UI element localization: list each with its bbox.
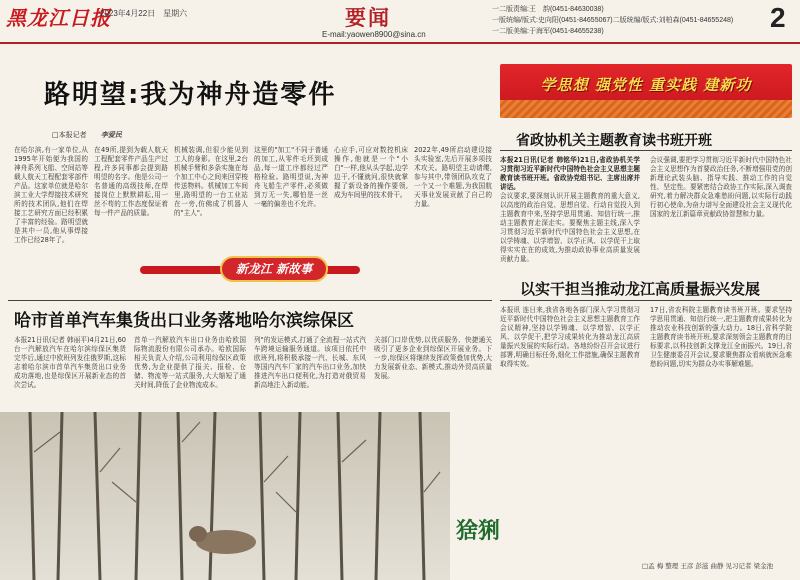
right-column-1 (500, 156, 640, 272)
lead-headline: 路明望:我为神舟造零件 (44, 80, 337, 110)
right-divider (500, 300, 792, 301)
right-headline-2: 以实干担当推动龙江高质量振兴发展 (520, 280, 761, 298)
byline-prefix: □本报记者 (52, 131, 87, 139)
right-column-3: 本报讯 连日来,我省各地各部门深入学习贯彻习近平新时代中国特色社会主义思想主题教育工作会议精神,坚持以学铸魂、以学增智、以学正风、以学促干,把学习成果转化为推动龙江高质量振兴发展的实际行动。各地纷纷召开会议进行部署,明确目标任务,细化工作措施,确保主题教育取得实效。 (500, 306, 640, 368)
right-divider (500, 150, 792, 151)
right-column-2: 会议强调,要把学习贯彻习近平新时代中国特色社会主义思想作为首要政治任务,不断增强用党的创新理论武装头脑、指导实践、推动工作的自觉性、坚定性。要紧密结合政协工作实际,深入调查研究,着力解决群众急难愁盼问题,以实际行动践行初心使命,为奋力谱写全面建设社会主义现代化国家的龙江新篇章贡献政协智慧和力量。 (650, 156, 792, 218)
second-column-3: 列"的发运模式,打通了全流程一站式汽车跨境运输服务通道。该项目依托中欧班列,将积极承接一汽、长城、东风等国内汽车厂家的汽车出口业务,加快推进汽车出口便利化,为打造对俄贸易新高地注入新动能。 (254, 336, 366, 389)
lead-column-2: 在49所,提到为载人航天工程配套零件产品生产过程,许多同事都会提到路明望的名字。他是公司一名普通的高级技师,在焊接岗位上默默耕耘,用一丝不苟的工作态度保证着每一件产品的质量。 (94, 146, 168, 217)
dateline: 2023年4月22日 星期六 (100, 9, 188, 18)
new-story-banner (140, 256, 360, 284)
right-credit: □孟 梅 整理 王彦 彭滋 曲静 见习记者 梁金池 (642, 562, 774, 570)
masthead (0, 0, 800, 44)
editor-line: 一二版美编:于海军(0451-84655238) (492, 28, 604, 35)
lead-column-6: 2022年,49所启动建设接头实验室,先后开展多项技术攻关。路明望主动请缨,参与其中,带领团队攻克了一个又一个难题,为我国航天事业发展贡献了自己的力量。 (414, 146, 492, 208)
right-panel (500, 50, 792, 480)
lead-column-5: 心应手,可应对数控机床操作,他就是一个"小白"一样,他从头学起,边学边干,不懂就问,很快就掌握了新设备的操作要领,成为车间里的技术骨干。 (334, 146, 408, 199)
lead-column-3: 机械装调,但很少能见到工人的身影。在这里,2台机械手臂和多条实施在每个加工中心之间来回穿梭传送物料。机械加工车间里,路明望的一台工业站在一旁,仿佛成了机器人的"主人"。 (174, 146, 248, 217)
right-headline-1: 省政协机关主题教育读书班开班 (516, 133, 712, 149)
editor-line: 一版统编/版式:史向阳(0451-84655067)二版统编/版式:刘柏森(0451-84655248) (492, 17, 734, 24)
banner-text: 新龙江 新故事 (235, 262, 313, 276)
editor-credits (492, 4, 733, 37)
section-title: 要闻 (345, 6, 391, 30)
right-column-4: 17日,省农科院主题教育读书班开班。要求坚持学思用贯通、知信行统一,把主题教育成果转化为推动农业科技创新的强大动力。18日,省科学院主题教育读书班开班,要求深刻领会主题教育的目标要求,以科技创新支撑龙江全面振兴。19日,省卫生健康委召开会议,要求聚焦群众看病就医急难愁盼问题,切实为群众办实事解难题。 (650, 306, 792, 368)
lead-column-1: 在哈尔滨,有一家单位,从1995年开始便为我国的神舟系列飞船、空间站等载人航天工程配套零部件产品。这家单位就是哈尔滨工业大学焊接技术研究所的技术团队,他们在焊接工艺研究方面已经积累了丰富的经验。路明望就是其中一员,他从事焊接工作已经28年了。 (14, 146, 88, 244)
campaign-slogan: 学思想 强党性 重实践 建新功 (540, 76, 752, 94)
snowy-forest-photo (0, 412, 450, 580)
campaign-banner (500, 64, 792, 118)
photo-caption-title: 猞猁 (455, 519, 500, 544)
editor-line: 一二版责编:王 韵(0451-84630038) (492, 6, 604, 13)
lead-byline (52, 130, 122, 140)
second-column-2: 首单一汽解放汽车出口业务由哈欧国际物流股份有限公司承办。哈欧国际相关负责人介绍,公司利用综保区政策优势,为企业提供了报关、报检、仓储、物流等一站式服务,大大缩短了通关时间,降低了企业物流成本。 (134, 336, 246, 389)
section-email: E-mail:yaowen8900@sina.cn (322, 30, 426, 39)
second-column-1: 本报21日讯(记者 韩丽平)4月21日,60台一汽解放汽车在哈尔滨综保区集货完毕后,通过中欧班列发往俄罗斯,这标志着哈尔滨市首单汽车集货出口业务成功落地,也是综保区开展新业态的首次尝试。 (14, 336, 126, 389)
page-number: 2 (770, 2, 786, 33)
second-headline: 哈市首单汽车集货出口业务落地哈尔滨综保区 (14, 311, 354, 331)
byline-signature: 李爱民 (100, 131, 122, 139)
section-divider (8, 300, 492, 301)
news-photo (0, 412, 450, 580)
right-body-text: 会议要求,要深刻认识开展主题教育的重大意义,以高度的政治自觉、思想自觉、行动自觉投入到主题教育中来,坚持学思用贯通、知信行统一,推动主题教育走深走实。要聚焦主题主线,深入学习贯彻习近平新时代中国特色社会主义思想,在以学铸魂、以学增智、以学正风、以学促干上取得实实在在的成效,为推动政协事业高质量发展贡献力量。 (500, 192, 640, 263)
newspaper-logo: 黑龙江日报 (6, 6, 111, 30)
second-column-4: 关部门口岸优势,以优质服务、快捷通关吸引了更多企业到综保区开展业务。下一步,综保区将继续发挥政策叠加优势,大力发展新业态、新模式,推动外贸高质量发展。 (374, 336, 492, 380)
right-lead-text: 本报21日讯(记者 韩铭华)21日,省政协机关学习贯彻习近平新时代中国特色社会主义思想主题教育读书班开班。省政协党组书记、主席出席并讲话。 (500, 156, 640, 191)
banner-decoration (500, 100, 792, 118)
lead-column-4: 这里的"加工"不同于普通的加工,从零件毛坯到成品,每一道工序都经过严格检验。路明望说,为神舟飞船生产零件,必须做到万无一失,哪怕是一丝一毫的偏差也不允许。 (254, 146, 328, 208)
